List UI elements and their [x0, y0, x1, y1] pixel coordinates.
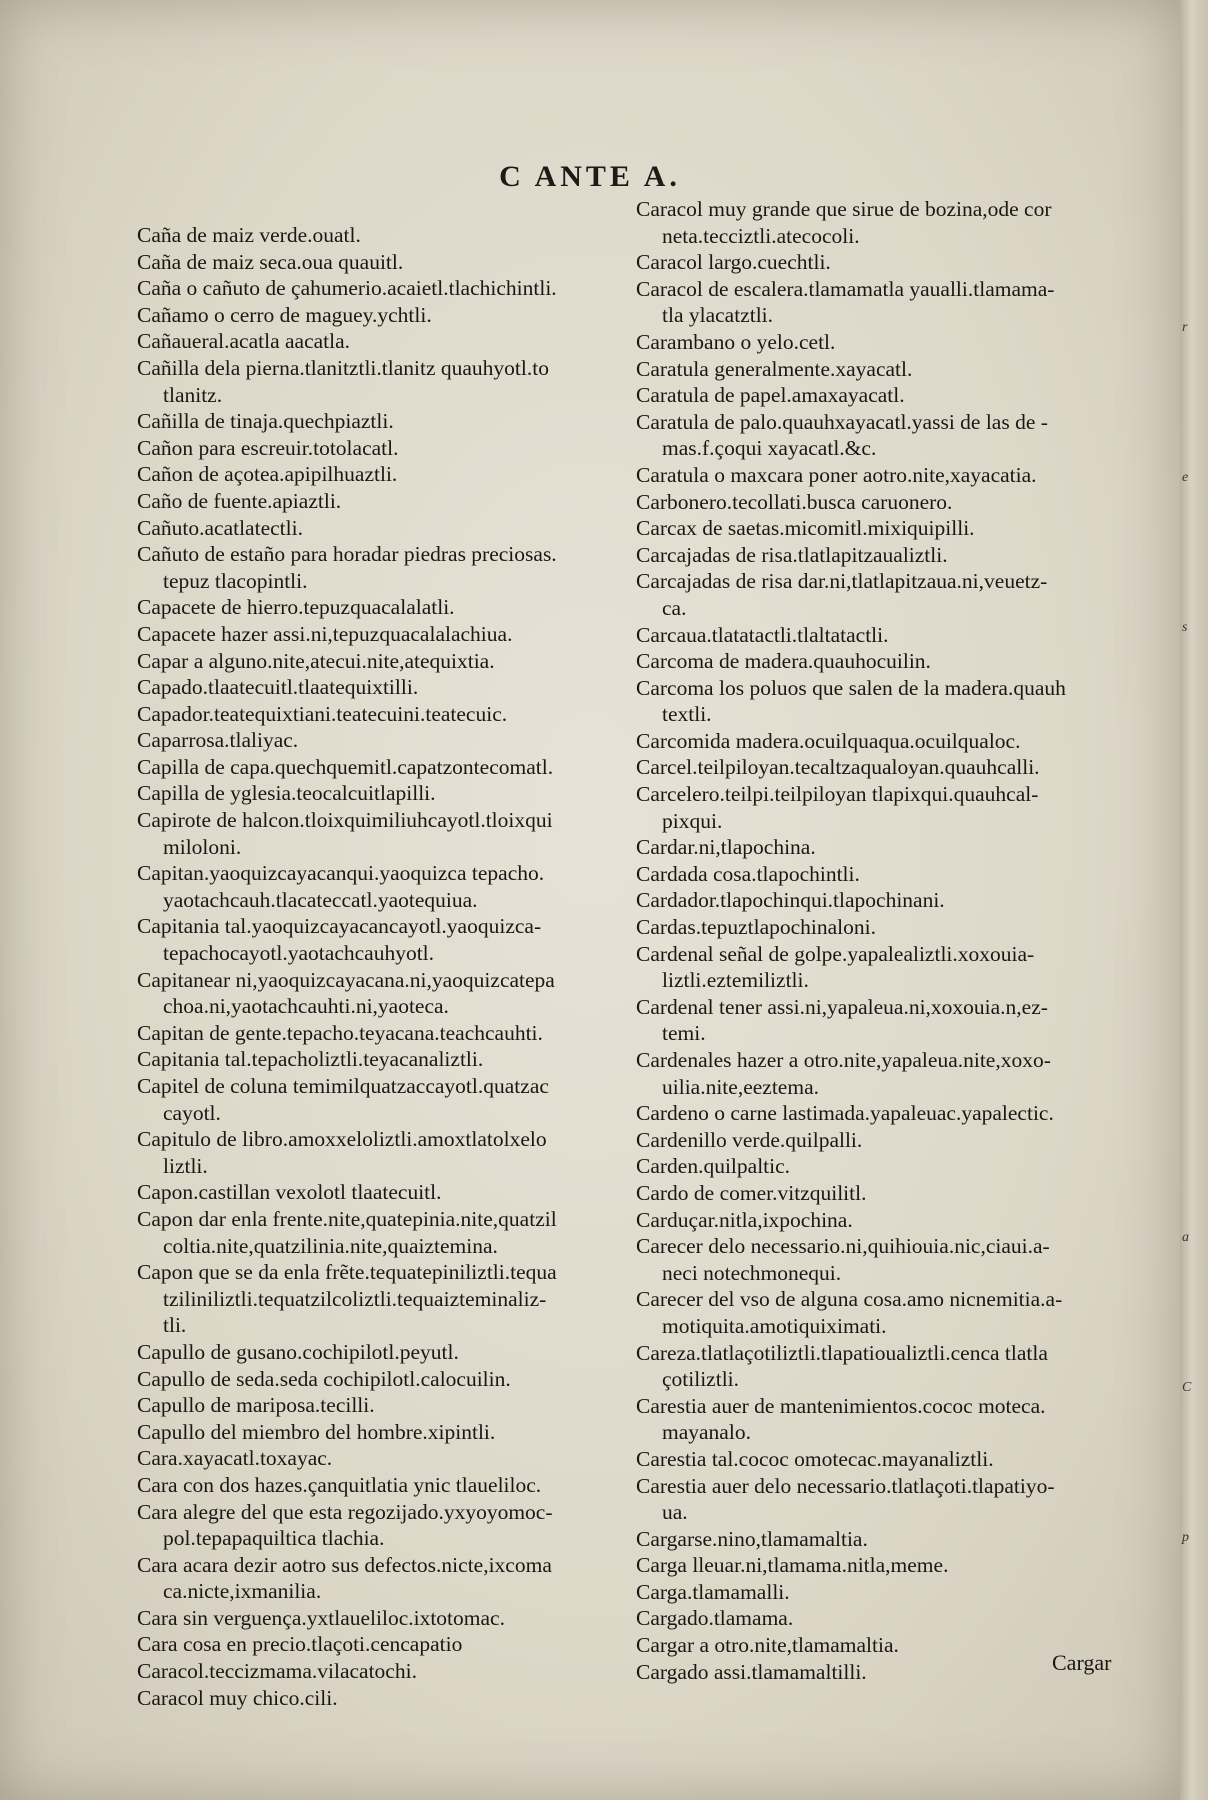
dictionary-entry [636, 409, 1116, 462]
dictionary-entry [636, 515, 1116, 542]
entry-continuation: çotiliztli. [662, 1367, 740, 1392]
entry-text: Caracol largo.cuechtli. [636, 250, 831, 275]
dictionary-entry [137, 1552, 617, 1605]
entry-text: Capitania tal.yaoquizcayacancayotl.yaoquizca- [137, 914, 542, 939]
dictionary-entry [137, 860, 617, 913]
entry-text: Caña de maiz verde.ouatl. [137, 223, 361, 247]
entry-text: Capullo de gusano.cochipilotl.peyutl. [137, 1339, 459, 1364]
entry-text: Caña de maiz seca.oua quauitl. [137, 249, 404, 274]
entry-text: Cañamo o cerro de maguey.ychtli. [137, 302, 432, 327]
entry-continuation: liztli.eztemiliztli. [662, 968, 809, 993]
entry-continuation: coltia.nite,quatzilinia.nite,quaiztemina. [163, 1233, 498, 1258]
entry-text: Cara.xayacatl.toxayac. [137, 1446, 333, 1471]
dictionary-entry [636, 1207, 1116, 1234]
dictionary-entry [137, 1499, 617, 1552]
entry-text: Capitan de gente.tepacho.teyacana.teachcauhti. [137, 1020, 543, 1045]
entry-text: Capullo del miembro del hombre.xipintli. [137, 1419, 496, 1444]
entry-text: Caratula de papel.amaxayacatl. [636, 383, 905, 408]
edge-fragment: s [1182, 620, 1188, 635]
entry-text: Capirote de halcon.tloixquimiliuhcayotl.tloixqui [137, 808, 553, 833]
entry-text: Capon que se da enla frẽte.tequatepiniliztli.tequa [137, 1260, 557, 1285]
entry-text: Cardenillo verde.quilpalli. [636, 1127, 863, 1152]
entry-text: Cargar a otro.nite,tlamamaltia. [636, 1633, 899, 1658]
dictionary-entry [137, 1366, 617, 1393]
dictionary-entry [636, 1153, 1116, 1180]
dictionary-entry [137, 461, 617, 488]
entry-text: Cañilla de tinaja.quechpiaztli. [137, 409, 394, 434]
entry-continuation: pol.tepapaquiltica tlachia. [163, 1526, 385, 1551]
entry-text: Cañon de açotea.apipilhuaztli. [137, 462, 398, 487]
entry-continuation: tlanitz. [163, 382, 223, 407]
dictionary-entry [636, 196, 1116, 249]
dictionary-entry [636, 1286, 1116, 1339]
dictionary-entry [636, 754, 1116, 781]
dictionary-entry [636, 1526, 1116, 1553]
entry-text: Caracol.teccizmama.vilacatochi. [137, 1659, 417, 1684]
entry-continuation: yaotachcauh.tlacateccatl.yaotequiua. [163, 887, 478, 912]
dictionary-entry [137, 275, 617, 302]
entry-text: Carduçar.nitla,ixpochina. [636, 1207, 853, 1232]
dictionary-entry [137, 1179, 617, 1206]
dictionary-entry [636, 861, 1116, 888]
entry-text: Capon dar enla frente.nite,quatepinia.nite,quatzil [137, 1206, 557, 1231]
dictionary-entry [636, 941, 1116, 994]
entry-continuation: choa.ni,yaotachcauhti.ni,yaoteca. [163, 994, 449, 1019]
dictionary-entry [636, 1446, 1116, 1473]
right-column [636, 196, 1116, 1685]
entry-continuation: ca.nicte,ixmanilia. [163, 1579, 322, 1604]
entry-text: Carecer del vso de alguna cosa.amo nicnemitia.a- [636, 1287, 1063, 1312]
dictionary-entry [137, 1259, 617, 1312]
edge-fragment: e [1182, 470, 1189, 485]
entry-text: Carga.tlamamalli. [636, 1579, 790, 1604]
entry-text: Caratula de palo.quauhxayacatl.yassi de las de - [636, 409, 1048, 434]
dictionary-entry [636, 249, 1116, 276]
entry-continuation: ca. [662, 595, 687, 620]
entry-continuation: uilia.nite,eeztema. [662, 1074, 819, 1099]
dictionary-entry [636, 568, 1116, 621]
dictionary-entry [137, 1605, 617, 1632]
entry-continuation: ua. [662, 1500, 688, 1525]
dictionary-entry [636, 1552, 1116, 1579]
dictionary-entry [137, 1472, 617, 1499]
entry-text: Cara alegre del que esta regozijado.yxyoyomoc- [137, 1499, 553, 1524]
entry-continuation: mas.f.çoqui xayacatl.&c. [662, 436, 877, 461]
dictionary-entry [137, 967, 617, 1020]
dictionary-entry [636, 648, 1116, 675]
dictionary-entry [137, 1445, 617, 1472]
dictionary-entry [137, 1658, 617, 1685]
dictionary-entry [636, 1632, 1116, 1659]
entry-text: Carga lleuar.ni,tlamama.nitla,meme. [636, 1553, 949, 1578]
entry-text: Caña o cañuto de çahumerio.acaietl.tlachichintli. [137, 276, 557, 301]
edge-fragment: r [1182, 320, 1188, 335]
dictionary-entry [137, 594, 617, 621]
entry-text: Caratula generalmente.xayacatl. [636, 356, 913, 381]
dictionary-entry [636, 1340, 1116, 1393]
entry-text: Cañuto.acatlatectli. [137, 515, 303, 540]
dictionary-entry [137, 435, 617, 462]
entry-text: Capador.teatequixtiani.teatecuini.teatecuic. [137, 701, 508, 726]
dictionary-entry [636, 914, 1116, 941]
entry-text: Caratula o maxcara poner aotro.nite,xayacatia. [636, 462, 1037, 487]
entry-text: Carcoma los poluos que salen de la madera.quauh [636, 675, 1066, 700]
dictionary-entry [636, 462, 1116, 489]
entry-text: Cardenales hazer a otro.nite,yapaleua.nite,xoxo- [636, 1048, 1051, 1072]
dictionary-entry [137, 754, 617, 781]
entry-text: Cardar.ni,tlapochina. [636, 835, 816, 860]
entry-text: Cardo de comer.vitzquilitl. [636, 1180, 867, 1205]
dictionary-entry [137, 1046, 617, 1073]
entry-text: Capacete de hierro.tepuzquacalalatli. [137, 595, 455, 620]
entry-continuation: pixqui. [662, 808, 723, 833]
entry-text: Caparrosa.tlaliyac. [137, 728, 299, 753]
adjacent-page-edge [1180, 0, 1208, 1800]
entry-text: Capitanear ni,yaoquizcayacana.ni,yaoquizcatepa [137, 967, 555, 992]
dictionary-entry [137, 727, 617, 754]
entry-text: Carestia auer delo necessario.tlatlaçoti.tlapatiyo- [636, 1473, 1055, 1498]
entry-text: Carcelero.teilpi.teilpiloyan tlapixqui.quauhcal- [636, 782, 1039, 807]
entry-text: Cargado assi.tlamamaltilli. [636, 1659, 867, 1684]
dictionary-entry [636, 329, 1116, 356]
entry-text: Cañaueral.acatla aacatla. [137, 329, 351, 354]
entry-continuation: motiquita.amotiquiximati. [662, 1313, 887, 1338]
dictionary-entry [636, 1579, 1116, 1606]
dictionary-entry [636, 489, 1116, 516]
dictionary-entry [636, 728, 1116, 755]
running-header: C ANTE A. [499, 160, 681, 193]
entry-continuation: tepachocayotl.yaotachcauhyotl. [163, 941, 435, 966]
entry-text: Caracol de escalera.tlamamatla yaualli.tlamama- [636, 276, 1055, 301]
entry-continuation: mayanalo. [662, 1420, 751, 1445]
entry-continuation: temi. [662, 1021, 706, 1046]
entry-text: Capilla de capa.quechquemitl.capatzontecomatl. [137, 754, 554, 779]
entry-continuation: neta.tecciztli.atecocoli. [662, 223, 860, 248]
entry-text: Carcel.teilpiloyan.tecaltzaqualoyan.quauhcalli. [636, 755, 1040, 780]
dictionary-entry [137, 222, 617, 249]
dictionary-entry [636, 1393, 1116, 1446]
entry-text: Carestia auer de mantenimientos.cococ moteca. [636, 1393, 1046, 1418]
entry-text: Cardenal señal de golpe.yapalealiztli.xoxouia- [636, 941, 1035, 966]
dictionary-entry [137, 1126, 617, 1179]
entry-continuation: neci notechmonequi. [662, 1260, 842, 1285]
entry-text: Cañon para escreuir.totolacatl. [137, 435, 399, 460]
entry-text: Carbonero.tecollati.busca caruonero. [636, 489, 953, 514]
edge-fragment: C [1182, 1380, 1192, 1395]
dictionary-entry [137, 1020, 617, 1047]
dictionary-entry [636, 1659, 1116, 1686]
dictionary-entry [137, 913, 617, 966]
dictionary-entry [137, 1339, 617, 1366]
dictionary-entry [636, 1127, 1116, 1154]
entry-text: Capullo de seda.seda cochipilotl.calocuilin. [137, 1366, 511, 1391]
entry-text: Carestia tal.cococ omotecac.mayanaliztli. [636, 1446, 994, 1471]
dictionary-entry [137, 1073, 617, 1126]
dictionary-entry [636, 887, 1116, 914]
entry-continuation: textli. [662, 702, 712, 727]
entry-text: Carcomida madera.ocuilquaqua.ocuilqualoc. [636, 728, 1021, 753]
dictionary-entry [137, 1206, 617, 1259]
entry-text: Cara sin verguença.yxtlaueliloc.ixtotomac. [137, 1605, 505, 1630]
dictionary-entry [636, 675, 1116, 728]
dictionary-entry [636, 1047, 1116, 1100]
dictionary-entry [636, 276, 1116, 329]
dictionary-entry [137, 408, 617, 435]
entry-continuation: tli. [163, 1313, 187, 1338]
entry-text: Cara cosa en precio.tlaçoti.cencapatio [137, 1632, 463, 1657]
dictionary-entry [137, 701, 617, 728]
dictionary-entry [137, 302, 617, 329]
entry-text: Capitan.yaoquizcayacanqui.yaoquizca tepacho. [137, 861, 545, 886]
entry-text: Caracol muy chico.cili. [137, 1685, 338, 1710]
dictionary-entry [137, 355, 617, 408]
entry-text: Carcax de saetas.micomitl.mixiquipilli. [636, 516, 975, 541]
entry-text: Cañuto de estaño para horadar piedras preciosas. [137, 542, 557, 567]
edge-fragment: p [1182, 1530, 1189, 1545]
dictionary-entry [137, 328, 617, 355]
edge-fragment: a [1182, 1230, 1189, 1245]
dictionary-entry [137, 621, 617, 648]
entry-text: Capado.tlaatecuitl.tlaatequixtilli. [137, 675, 419, 700]
dictionary-entry [636, 542, 1116, 569]
dictionary-entry [137, 515, 617, 542]
dictionary-entry [137, 1419, 617, 1446]
entry-text: Capar a alguno.nite,atecui.nite,atequixtia. [137, 648, 495, 673]
entry-text: Carecer delo necessario.ni,quihiouia.nic,ciaui.a- [636, 1234, 1050, 1259]
entry-text: Carden.quilpaltic. [636, 1154, 791, 1179]
dictionary-entry [137, 1631, 617, 1658]
entry-text: Cargado.tlamama. [636, 1606, 794, 1631]
dictionary-entry [636, 834, 1116, 861]
entry-text: Careza.tlatlaçotiliztli.tlapatioualiztli.cenca tlatla [636, 1340, 1048, 1365]
dictionary-entry [137, 648, 617, 675]
dictionary-entry [636, 356, 1116, 383]
entry-text: Carcaua.tlatatactli.tlaltatactli. [636, 622, 889, 647]
entry-text: Capullo de mariposa.tecilli. [137, 1393, 375, 1418]
dictionary-entry [636, 1233, 1116, 1286]
dictionary-entry [636, 994, 1116, 1047]
catchword: Cargar [1052, 1650, 1112, 1675]
entry-text: Cañilla dela pierna.tlanitztli.tlanitz quauhyotl.to [137, 355, 549, 380]
dictionary-entry [636, 1605, 1116, 1632]
entry-text: Capitania tal.tepacholiztli.teyacanaliztli. [137, 1047, 484, 1072]
dictionary-entry [137, 1312, 617, 1339]
entry-text: Cardada cosa.tlapochintli. [636, 861, 860, 886]
entry-text: Capacete hazer assi.ni,tepuzquacalalachiua. [137, 621, 513, 646]
entry-text: Carcajadas de risa dar.ni,tlatlapitzaua.ni,veuetz- [636, 569, 1048, 594]
dictionary-entry [137, 1685, 617, 1712]
entry-text: Cara con dos hazes.çanquitlatia ynic tlaueliloc. [137, 1472, 542, 1497]
dictionary-entry [636, 1100, 1116, 1127]
entry-text: Carcajadas de risa.tlatlapitzaualiztli. [636, 542, 948, 567]
entry-text: Carambano o yelo.cetl. [636, 329, 836, 354]
dictionary-entry [137, 674, 617, 701]
entry-text: Cardeno o carne lastimada.yapaleuac.yapalectic. [636, 1101, 1054, 1126]
dictionary-entry [137, 249, 617, 276]
entry-continuation: miloloni. [163, 834, 242, 859]
dictionary-entry [137, 488, 617, 515]
entry-text: Caracol muy grande que sirue de bozina,ode cor [636, 197, 1052, 221]
entry-text: Cargarse.nino,tlamamaltia. [636, 1526, 868, 1551]
dictionary-entry [636, 781, 1116, 834]
entry-continuation: liztli. [163, 1153, 208, 1178]
entry-continuation: cayotl. [163, 1100, 221, 1125]
entry-text: Capitulo de libro.amoxxeloliztli.amoxtlatolxelo [137, 1127, 547, 1152]
dictionary-entry [137, 541, 617, 594]
dictionary-entry [636, 1473, 1116, 1526]
entry-text: Capitel de coluna temimilquatzaccayotl.quatzac [137, 1074, 549, 1098]
entry-text: Caño de fuente.apiaztli. [137, 488, 342, 513]
left-column [137, 222, 617, 1711]
dictionary-entry [137, 780, 617, 807]
dictionary-entry [636, 382, 1116, 409]
dictionary-entry [636, 1180, 1116, 1207]
entry-text: Carcoma de madera.quauhocuilin. [636, 649, 931, 674]
dictionary-entry [137, 1392, 617, 1419]
entry-continuation: tepuz tlacopintli. [163, 568, 308, 593]
entry-text: Cardador.tlapochinqui.tlapochinani. [636, 888, 945, 913]
entry-continuation: tla ylacatztli. [662, 303, 774, 328]
entry-text: Cara acara dezir aotro sus defectos.nicte,ixcoma [137, 1552, 552, 1577]
entry-text: Capilla de yglesia.teocalcuitlapilli. [137, 781, 436, 806]
entry-continuation: tziliniliztli.tequatzilcoliztli.tequaizteminaliz- [163, 1286, 547, 1311]
dictionary-entry [636, 622, 1116, 649]
entry-text: Cardas.tepuztlapochinaloni. [636, 915, 877, 940]
entry-text: Capon.castillan vexolotl tlaatecuitl. [137, 1180, 442, 1205]
dictionary-entry [137, 807, 617, 860]
entry-text: Cardenal tener assi.ni,yapaleua.ni,xoxouia.n,ez- [636, 994, 1048, 1019]
